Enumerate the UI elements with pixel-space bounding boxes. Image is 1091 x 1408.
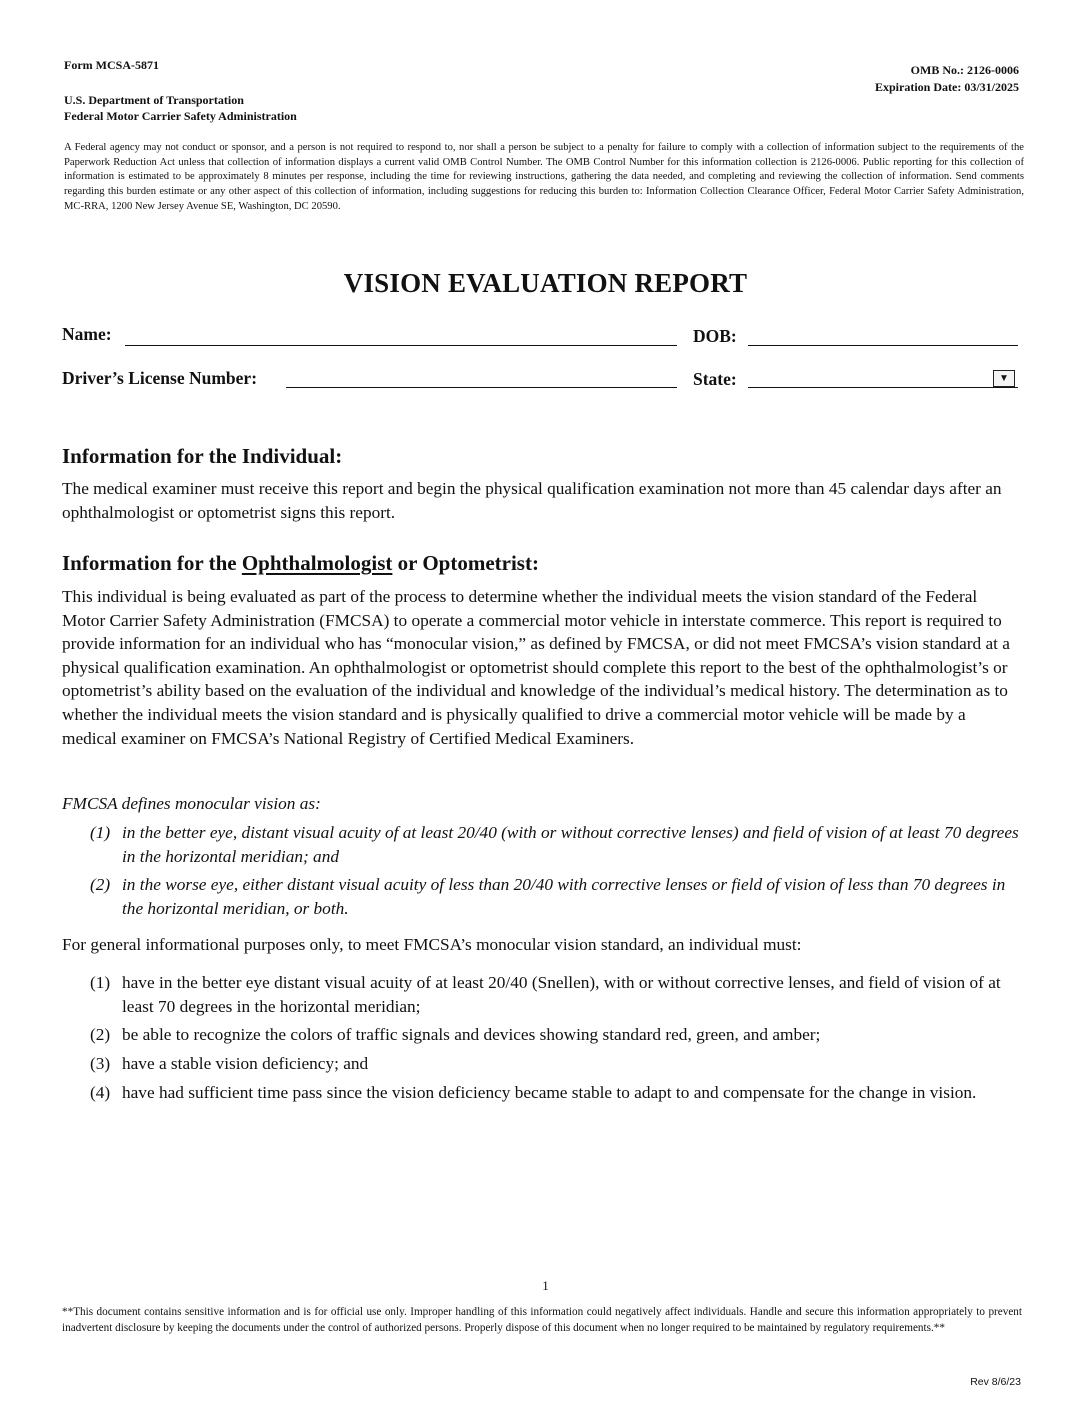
ophthalmologist-heading: Information for the Ophthalmologist or Optometrist: <box>62 551 539 575</box>
name-field[interactable] <box>125 345 677 346</box>
state-field[interactable] <box>748 387 1018 388</box>
administration-name: Federal Motor Carrier Safety Administration <box>64 109 297 123</box>
revision-date: Rev 8/6/23 <box>970 1376 1021 1388</box>
definition-item: (2) in the worse eye, either distant visual acuity of less than 20/40 with corrective lenses or field of vision of less than 70 degrees in the horizontal meridian, or both. <box>90 875 1006 918</box>
form-number: Form MCSA-5871 <box>64 58 159 72</box>
individual-heading: Information for the Individual: <box>62 444 343 468</box>
definition-item: (1) in the better eye, distant visual acuity of at least 20/40 (with or without corrective lenses) and field of vision of at least 70 degrees in the horizontal meridian; and <box>90 823 1019 866</box>
definition-intro: FMCSA defines monocular vision as: <box>62 794 321 813</box>
license-label: Driver’s License Number: <box>62 368 258 388</box>
evaluation-paragraph: This individual is being evaluated as part of the process to determine whether the individual meets the vision standard of the Federal Motor Carrier Safety Administration (FMCSA) to operate a commercial motor vehicle in interstate commerce. This report is required to provide information for an individual who has “monocular vision,” as defined by FMCSA, or did not meet FMCSA’s vision standard at a physical qualification examination. An ophthalmologist or optometrist should complete this report to the best of the ophthalmologist’s or optometrist’s ability based on the evaluation of the individual and knowledge of the individual’s medical history. The determination as to whether the individual meets the vision standard and is physically qualified to drive a commercial motor vehicle will be made by a medical examiner on FMCSA’s National Registry of Certified Medical Examiners. <box>62 587 1010 748</box>
state-dropdown-button[interactable] <box>993 370 1015 387</box>
sensitivity-notice: **This document contains sensitive information and is for official use only. Improper handling of this information could negatively affect individuals. Handle and secure this information appropriately to prevent inadvertent disclosure by keeping the documents under the control of authorized persons. Properly dispose of this document when no longer required to be maintained by regulatory requirements.** <box>62 1306 1022 1334</box>
standard-intro: For general informational purposes only, to meet FMCSA’s monocular vision standard, an individual must: <box>62 935 802 954</box>
individual-text: The medical examiner must receive this report and begin the physical qualification examination not more than 45 calendar days after an ophthalmologist or optometrist signs this report. <box>62 479 1002 522</box>
page-number: 1 <box>542 1278 549 1293</box>
expiration-date: Expiration Date: 03/31/2025 <box>875 80 1019 94</box>
agency-block <box>64 92 297 124</box>
dob-field[interactable] <box>748 345 1018 346</box>
license-number-field[interactable] <box>286 387 677 388</box>
underlined-word: Ophthalmologist <box>241 551 393 575</box>
state-label: State: <box>693 369 737 389</box>
standard-item: (4) have had sufficient time pass since the vision deficiency became stable to adapt to and compensate for the change in vision. <box>90 1083 977 1102</box>
name-label: Name: <box>62 324 112 344</box>
omb-number: OMB No.: 2126-0006 <box>910 63 1019 77</box>
burden-statement: A Federal agency may not conduct or sponsor, and a person is not required to respond to, nor shall a person be subject to a penalty for failure to comply with a collection of information subject to the requirements of the Paperwork Reduction Act unless that collection of information displays a current valid OMB Control Number. The OMB Control Number for this information collection is 2126-0006. Public reporting for this collection of information is estimated to be approximately 8 minutes per response, including the time for reviewing instructions, gathering the data needed, and completing and reviewing the collection of information. Send comments regarding this burden estimate or any other aspect of this collection of information, including suggestions for reducing this burden to: Information Collection Clearance Officer, Federal Motor Carrier Safety Administration, MC-RRA, 1200 New Jersey Avenue SE, Washington, DC 20590. <box>64 142 1024 212</box>
omb-block <box>875 62 1019 96</box>
dropdown-arrow-icon: ▼ <box>999 372 1009 384</box>
standard-item: (2) be able to recognize the colors of traffic signals and devices showing standard red, green, and amber; <box>90 1025 821 1044</box>
standard-item: (3) have a stable vision deficiency; and <box>90 1054 369 1073</box>
standard-item: (1) have in the better eye distant visual acuity of at least 20/40 (Snellen), with or without corrective lenses, and field of vision of at least 70 degrees in the horizontal meridian; <box>90 973 1001 1016</box>
dob-label: DOB: <box>693 326 737 346</box>
department-name: U.S. Department of Transportation <box>64 93 244 107</box>
page-title: VISION EVALUATION REPORT <box>343 268 748 298</box>
